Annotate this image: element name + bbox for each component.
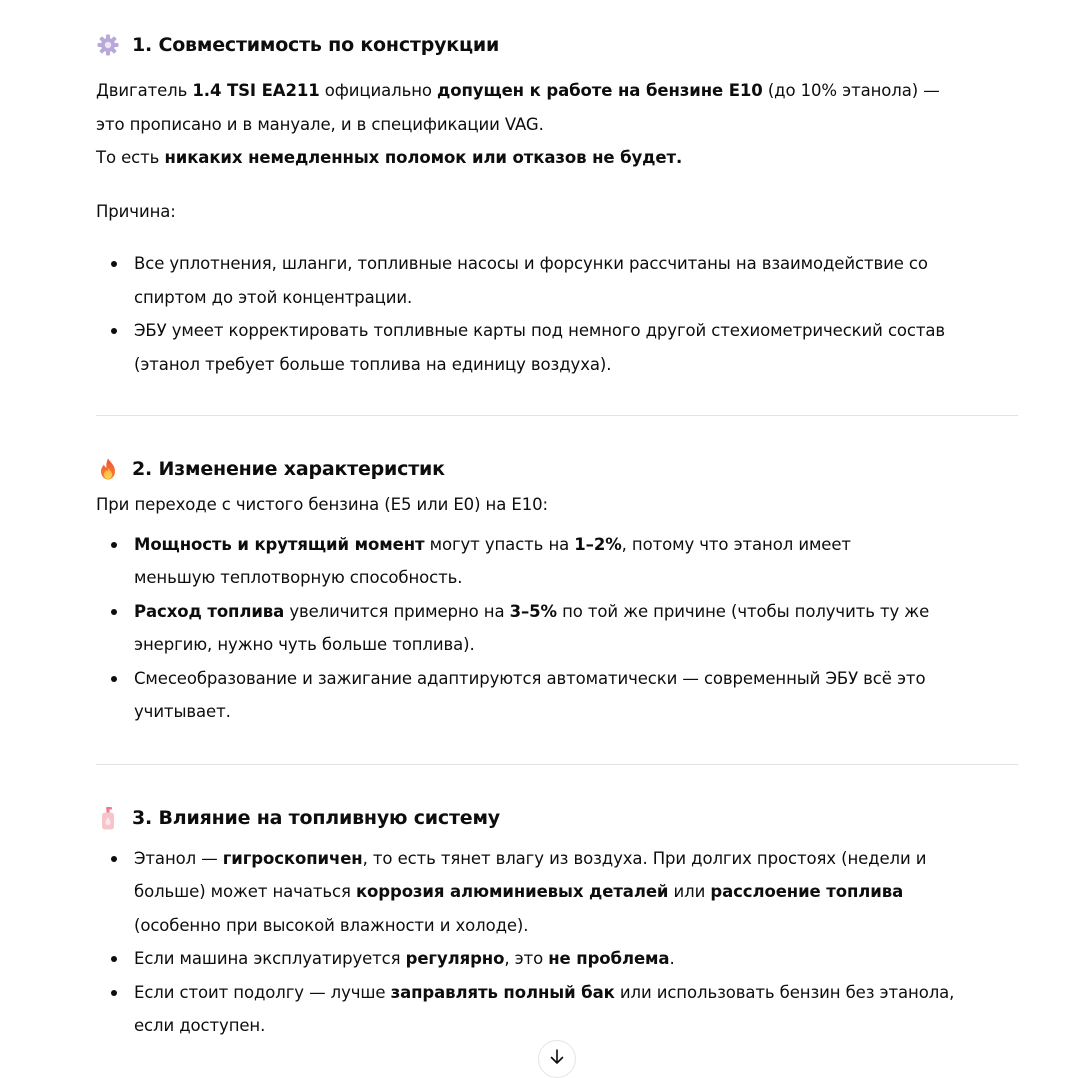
text-run: Этанол —: [134, 848, 223, 868]
list-item: [96, 842, 976, 943]
text-run: увеличится примерно на: [284, 601, 510, 621]
text-run: официально: [319, 81, 438, 100]
scroll-to-bottom-button[interactable]: [538, 1040, 576, 1078]
list-item: [96, 976, 976, 1043]
list-item: [96, 662, 936, 729]
text-run: могут упасть на: [424, 534, 575, 554]
gear-icon: [96, 33, 122, 57]
list-item: [96, 528, 936, 595]
bold-text: Расход топлива: [134, 601, 285, 621]
text-run: Если машина эксплуатируется: [134, 949, 406, 968]
bold-text: никаких немедленных поломок или отказов не будет.: [164, 148, 683, 167]
bullet-list: [96, 842, 976, 1043]
text-run: , потому что этанол имеет меньшую теплотворную способность.: [134, 534, 851, 587]
list-item: [96, 595, 936, 662]
bold-text: 1.4 TSI EA211: [192, 81, 320, 100]
section-title: 1. Совместимость по конструкции: [132, 34, 500, 56]
section-fuel-system: [96, 803, 1018, 1043]
bold-text: регулярно: [405, 949, 505, 968]
text-run: или: [668, 882, 711, 901]
fire-icon: [96, 457, 122, 481]
section-title: 2. Изменение характеристик: [132, 458, 445, 480]
bullet-list: [96, 247, 976, 381]
text-run: ЭБУ умеет корректировать топливные карты под немного другой стехиометрический состав (этанол требует больше топлива на единицу воздуха).: [134, 321, 946, 374]
bold-text: не проблема: [548, 949, 670, 968]
text-run: по той же причине (чтобы получить ту же энергию, нужно чуть больше топлива).: [134, 601, 930, 654]
bold-text: 3–5%: [509, 601, 557, 621]
section-compatibility: [96, 0, 1018, 381]
lotion-bottle-icon: [96, 806, 122, 830]
bold-text: 1–2%: [574, 534, 622, 554]
bold-text: Мощность и крутящий момент: [134, 534, 425, 554]
bold-text: заправлять полный бак: [390, 982, 615, 1002]
text-run: (до 10% этанола) — это прописано и в мануале, и в спецификации VAG.: [96, 81, 940, 134]
text-run: или использовать бензин без этанола, если доступен.: [134, 982, 955, 1035]
text-run: , это: [504, 949, 549, 968]
text-run: .: [669, 949, 675, 968]
section-title: 3. Влияние на топливную систему: [132, 806, 500, 829]
text-run: , то есть тянет влагу из воздуха. При долгих простоях (недели и больше) может начаться: [134, 848, 927, 901]
text-run: То есть: [96, 148, 165, 167]
list-item: [96, 942, 976, 976]
list-item: [96, 314, 976, 381]
section-heading: [96, 454, 1018, 484]
list-item: [96, 247, 976, 314]
bold-text: допущен к работе на бензине E10: [437, 81, 763, 100]
intro-paragraph: При переходе с чистого бензина (E5 или E0) на E10:: [96, 495, 548, 514]
response-content: [96, 0, 1018, 1043]
bold-text: расслоение топлива: [710, 882, 904, 901]
text-run: (особенно при высокой влажности и холоде).: [134, 915, 529, 935]
section-characteristics: [96, 454, 1018, 729]
intro-paragraph: [96, 74, 956, 141]
text-run: Все уплотнения, шланги, топливные насосы и форсунки рассчитаны на взаимодействие со спиртом до этой концентрации.: [134, 254, 928, 307]
text-run: Если стоит подолгу — лучше: [134, 982, 391, 1002]
section-heading: [96, 803, 1018, 833]
reason-label: Причина:: [96, 201, 176, 221]
intro-paragraph: [96, 141, 1018, 175]
text-run: Смесеобразование и зажигание адаптируются автоматически — современный ЭБУ всё это учитывает.: [134, 668, 926, 721]
bold-text: гигроскопичен: [222, 848, 363, 868]
section-heading: [96, 30, 1018, 60]
text-run: Двигатель: [96, 81, 193, 100]
bullet-list: [96, 528, 936, 729]
bold-text: коррозия алюминиевых деталей: [355, 882, 669, 901]
